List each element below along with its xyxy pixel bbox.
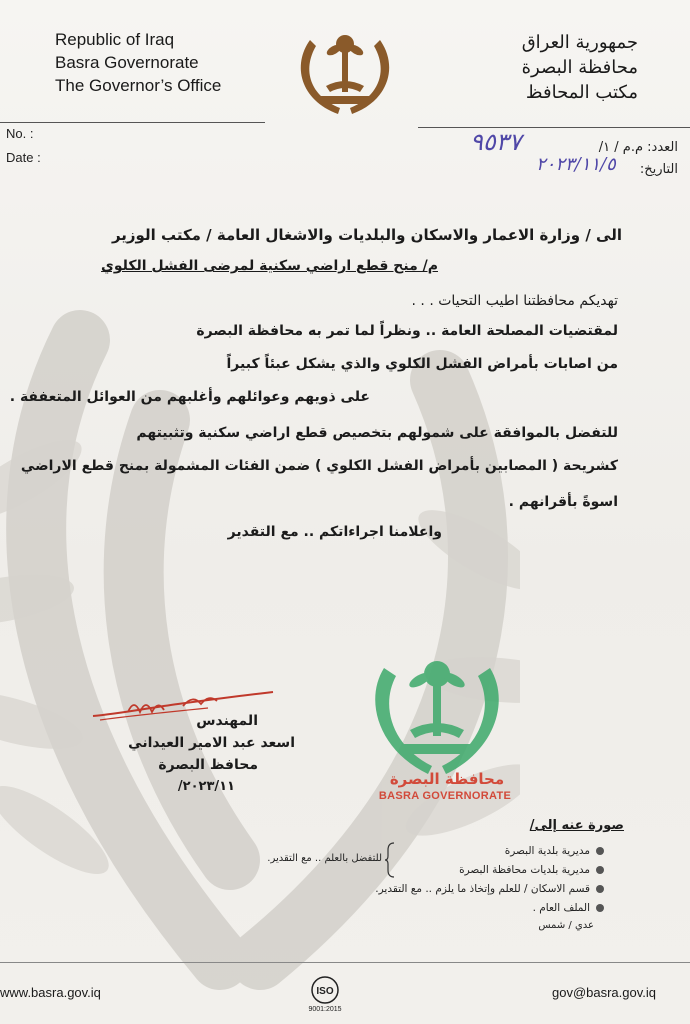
footer-rule	[0, 962, 690, 963]
bullet-icon	[596, 885, 604, 893]
signatory-name: اسعد عبد الامير العيداني	[128, 735, 295, 751]
official-stamp-emblem	[362, 650, 512, 780]
bullet-icon	[596, 866, 604, 874]
basra-emblem-logo	[290, 30, 400, 118]
greeting-line: تهديكم محافظتنا اطيب التحيات . . .	[411, 293, 618, 309]
header-rule-left	[0, 122, 265, 123]
header-rule-right	[418, 127, 690, 128]
header-arabic	[522, 30, 638, 105]
date-label: Date :	[6, 150, 41, 165]
date-value: ٢٠٢٣/١١/٥	[536, 154, 616, 175]
signatory-position: محافظ البصرة	[158, 757, 258, 773]
bullet-icon	[596, 904, 604, 912]
paragraph2-line1: للتفضل بالموافقة على شمولهم بتخصيص قطع اراضي سكنية وتثبيتهم	[136, 425, 618, 441]
paragraph1-line3: على ذويهم وعوائلهم وأغلبهم من العوائل المتعففة .	[9, 389, 370, 405]
iso-icon	[305, 975, 345, 1005]
brace-icon	[384, 842, 396, 878]
cc-item-text: مديرية بلدية البصرة	[504, 845, 590, 857]
header-ar-office: مكتب المحافظ	[525, 82, 638, 103]
header-en-office: The Governor’s Office	[55, 76, 222, 95]
cc-item	[533, 902, 604, 914]
no-label: No. :	[6, 126, 34, 141]
header-english	[55, 28, 221, 97]
cc-heading: صورة عنه إلى/	[529, 818, 624, 833]
recipient-line: الى / وزارة الاعمار والاسكان والبلديات والاشغال العامة / مكتب الوزير	[111, 226, 622, 244]
footer-email: gov@basra.gov.iq	[551, 985, 656, 1000]
reference-label: العدد: م.م / ١/	[598, 140, 678, 155]
cc-brace-note: للتفضل بالعلم .. مع التقدير.	[267, 853, 382, 864]
closing-line: واعلامنا اجراءاتكم .. مع التقدير	[227, 524, 442, 540]
cc-item-text: قسم الاسكان / للعلم وإتخاذ ما يلزم .. مع التقدير.	[375, 883, 590, 895]
footer-website: www.basra.gov.iq	[0, 985, 101, 1000]
reference-number: ٩٥٣٧	[470, 128, 522, 156]
cc-item	[505, 845, 604, 857]
header-en-governorate: Basra Governorate	[55, 53, 199, 72]
header-ar-country: جمهورية العراق	[521, 32, 638, 53]
subject-line: م/ منح قطع اراضي سكنية لمرضى الفشل الكلوي	[101, 258, 438, 274]
iso-label: ISO	[316, 986, 334, 997]
stamp-text-arabic: محافظة البصرة	[389, 770, 505, 788]
paragraph1-line2: من اصابات بأمراض الفشل الكلوي والذي يشكل عبئاً كبيراً	[226, 356, 618, 372]
header-en-country: Republic of Iraq	[55, 30, 175, 49]
paragraph1-line1: لمقتضيات المصلحة العامة .. ونظراً لما تمر به محافظة البصرة	[196, 323, 618, 339]
iso-code: 9001:2015	[308, 1006, 342, 1013]
cc-initials: عدي / شمس	[538, 920, 594, 931]
paragraph2-line3: اسوةً بأقرانهم .	[508, 494, 618, 510]
cc-item-text: مديرية بلديات محافظة البصرة	[459, 864, 590, 876]
paragraph2-line2: كشريحة ( المصابين بأمراض الفشل الكلوي ) ضمن الفئات المشمولة بمنح قطع الاراضي	[20, 458, 618, 474]
header-ar-governorate: محافظة البصرة	[521, 57, 638, 78]
cc-item-text: الملف العام .	[532, 902, 590, 914]
bullet-icon	[596, 847, 604, 855]
stamp-text-english: BASRA GOVERNORATE	[378, 790, 512, 802]
signatory-title: المهندس	[196, 713, 258, 729]
cc-item	[459, 864, 604, 876]
cc-item	[375, 883, 604, 895]
signatory-date: ٢٠٢٣/١١/	[177, 779, 235, 794]
date-label-arabic: التاريخ:	[639, 162, 678, 177]
